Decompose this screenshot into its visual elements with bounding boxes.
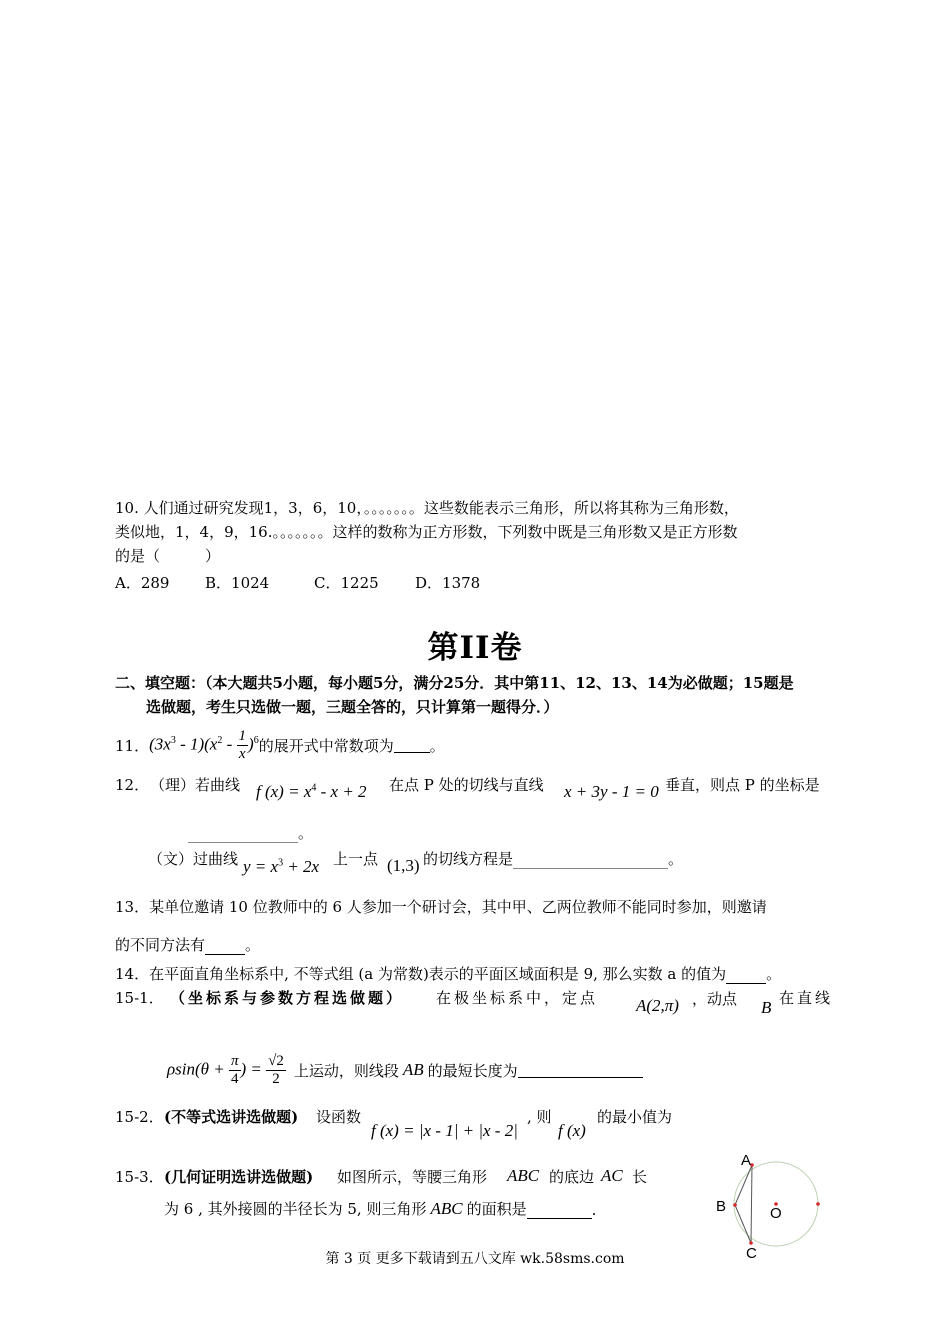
part2-header-line2: 选做题，考生只选做一题，三题全答的，只计算第一题得分．） bbox=[146, 698, 559, 716]
q15-2-text3: 的最小值为 bbox=[597, 1108, 673, 1126]
q15-1-text3: 在直线 bbox=[779, 989, 834, 1007]
q10-option-a: A．289 bbox=[115, 574, 170, 592]
q13-line2: 的不同方法有 。 bbox=[115, 936, 261, 954]
q11-fraction: $\frac{1}{x}$ bbox=[238, 727, 247, 762]
q12-text3: 垂直，则点 P 的坐标是 bbox=[665, 776, 820, 794]
q11-answer-blank[interactable] bbox=[394, 738, 430, 753]
q14: 14．在平面直角坐标系中, 不等式组 (a 为常数)表示的平面区域面积是 9, 那么实数 a 的值为 。 bbox=[115, 965, 782, 983]
q15-1-point-a: A(2,π) bbox=[636, 996, 679, 1015]
q15-1-title: （坐标系与参数方程选做题） bbox=[170, 989, 405, 1007]
label-o: O bbox=[770, 1205, 782, 1222]
side-bc bbox=[735, 1205, 751, 1243]
circle-triangle-figure bbox=[710, 1148, 840, 1258]
q10-option-b: B．1024 bbox=[205, 574, 270, 592]
q15-2-function2: f (x) bbox=[558, 1121, 586, 1140]
q11: 11． $(3x^3 - 1)(x^2$ - $\frac{1}{x}$ )$^6$ 的展开式中常数项为 。 bbox=[115, 727, 445, 762]
label-a: A bbox=[741, 1152, 752, 1169]
q10-line3: 的是（ ） bbox=[115, 547, 221, 565]
q12-number: 12． bbox=[115, 776, 150, 794]
q15-3-title: (几何证明选讲选做题) bbox=[164, 1168, 314, 1186]
q15-2-text1: 设函数 bbox=[316, 1108, 362, 1126]
q12-wen-text2: 上一点 bbox=[333, 850, 379, 868]
label-c: C bbox=[746, 1245, 757, 1258]
q12-wen-text1: （文）过曲线 bbox=[148, 850, 239, 868]
q15-1-answer-blank[interactable] bbox=[518, 1063, 643, 1078]
side-ac bbox=[751, 1165, 752, 1243]
q10-line1: 10. 人们通过研究发现1，3，6，10，。。。。。。。这些数能表示三角形，所以将其称为三角形数， bbox=[115, 499, 739, 517]
q12-line: x + 3y - 1 = 0 bbox=[564, 782, 659, 801]
q15-2-function: f (x) = |x - 1| + |x - 2| bbox=[371, 1121, 518, 1140]
point-b bbox=[733, 1203, 737, 1207]
q12-wen-answer-blank[interactable] bbox=[513, 854, 668, 869]
q15-2-text2: , 则 bbox=[527, 1108, 552, 1126]
q15-1-text2: ，动点 bbox=[692, 990, 738, 1008]
q15-1-equation: ρsin(θ + $\frac{\pi}{4}$ ) = $\frac{√2}{2}$ bbox=[167, 1052, 284, 1087]
q15-2-title: (不等式选讲选做题) bbox=[164, 1108, 299, 1126]
point-right bbox=[816, 1202, 820, 1206]
q11-text: 的展开式中常数项为 bbox=[258, 736, 394, 755]
q11-expression: $(3x^3 - 1)(x^2$ - $\frac{1}{x}$ )$^6$ bbox=[149, 727, 259, 762]
side-ab bbox=[735, 1165, 752, 1205]
label-b: B bbox=[716, 1198, 727, 1215]
q15-3-triangle2: ABC bbox=[430, 1199, 463, 1218]
part2-header-line1: 二、填空题：（本大题共5小题，每小题5分，满分25分．其中第11、12、13、14为必做题；15题是 bbox=[115, 674, 794, 692]
q15-3-prefix: 15-3． bbox=[115, 1168, 164, 1186]
q12-answer-blank[interactable] bbox=[188, 828, 298, 843]
q15-1-text1: 在极坐标系中，定点 bbox=[436, 989, 599, 1007]
q15-3-text1: 如图所示，等腰三角形 bbox=[337, 1168, 488, 1186]
q13-line1: 13．某单位邀请 10 位教师中的 6 人参加一个研讨会，其中甲、乙两位教师不能同时参加，则邀请 bbox=[115, 898, 767, 916]
q15-1-prefix: 15-1． bbox=[115, 989, 164, 1007]
q15-3-text2: 的底边 bbox=[549, 1168, 595, 1186]
q14-answer-blank[interactable] bbox=[726, 969, 766, 984]
q15-3-triangle: ABC bbox=[507, 1166, 540, 1185]
q12-text2: 在点 P 处的切线与直线 bbox=[389, 776, 544, 794]
q15-2-prefix: 15-2． bbox=[115, 1108, 164, 1126]
q15-1-segment: AB bbox=[402, 1060, 424, 1079]
q12-text1: （理）若曲线 bbox=[150, 776, 241, 794]
page-footer: 第 3 页 更多下载请到五八文库 wk.58sms.com bbox=[325, 1251, 625, 1267]
q13-answer-blank[interactable] bbox=[205, 940, 245, 955]
q11-number: 11． bbox=[115, 736, 150, 755]
q15-3-line2: 为 6 , 其外接圆的半径长为 5, 则三角形 ABC 的面积是 . bbox=[164, 1199, 597, 1219]
q15-3-base: AC bbox=[601, 1166, 623, 1185]
q15-1-point-b: B bbox=[761, 998, 772, 1017]
q12-wen-curve: $y = x^3 + 2x$ bbox=[243, 857, 320, 876]
q10-line2: 类似地，1，4，9，16.。。。。。。。这样的数称为正方形数，下列数中既是三角形数又是正方形数 bbox=[115, 523, 738, 541]
q10-option-c: C．1225 bbox=[314, 574, 379, 592]
q12-wen-line: 的切线方程是 。 bbox=[423, 850, 684, 868]
q15-1-line2: ρsin(θ + $\frac{\pi}{4}$ ) = $\frac{√2}{2}$ 上运动，则线段 AB 的最短长度为 bbox=[167, 1044, 643, 1096]
q15-3-text3: 长 bbox=[632, 1168, 648, 1186]
q12-wen-point: (1,3) bbox=[387, 856, 420, 875]
q12-curve: f $(x) = x^4 - x + 2$ bbox=[256, 782, 367, 801]
section-title: 第II卷 bbox=[427, 630, 523, 666]
q15-3-answer-blank[interactable] bbox=[527, 1204, 592, 1219]
q10-option-d: D．1378 bbox=[415, 574, 481, 592]
q12-answer: 。 bbox=[188, 822, 313, 843]
